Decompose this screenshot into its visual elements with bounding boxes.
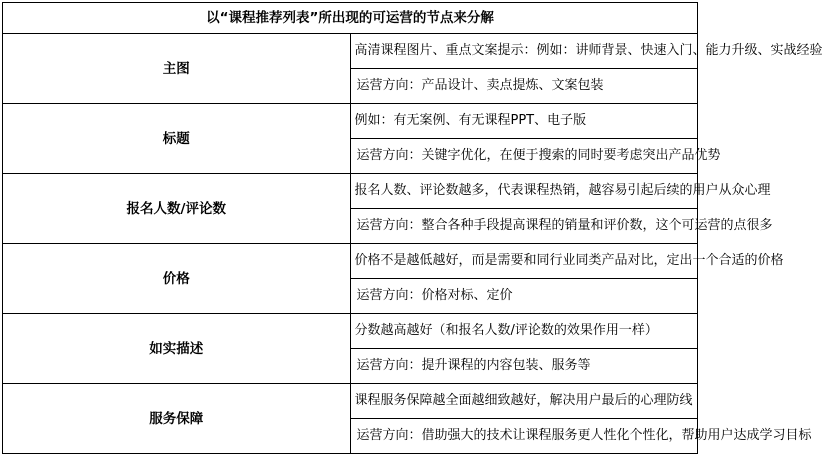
row-label-title: 标题 bbox=[3, 104, 351, 174]
breakdown-table bbox=[2, 2, 823, 454]
row-content-main-image: 高清课程图片、重点文案提示：例如：讲师背景、快速入门、能力升级、实战经验 bbox=[350, 34, 698, 69]
row-ops-service: 运营方向：借助强大的技术让课程服务更人性化个性化，帮助用户达成学习目标 bbox=[350, 419, 698, 454]
table-row-price bbox=[3, 244, 698, 279]
title-row bbox=[3, 3, 698, 34]
row-label-price: 价格 bbox=[3, 244, 351, 314]
row-label-enrollment: 报名人数/评论数 bbox=[3, 174, 351, 244]
row-content-service: 课程服务保障越全面越细致越好，解决用户最后的心理防线 bbox=[350, 384, 698, 419]
row-ops-enrollment: 运营方向：整合各种手段提高课程的销量和评价数，这个可运营的点很多 bbox=[350, 209, 698, 244]
row-content-title: 例如：有无案例、有无课程PPT、电子版 bbox=[350, 104, 698, 139]
row-ops-accuracy: 运营方向：提升课程的内容包装、服务等 bbox=[350, 349, 698, 384]
table-row-enrollment bbox=[3, 174, 698, 209]
row-label-service: 服务保障 bbox=[3, 384, 351, 454]
table-row-service bbox=[3, 384, 698, 419]
table-title: 以“课程推荐列表”所出现的可运营的节点来分解 bbox=[3, 3, 698, 34]
row-ops-title: 运营方向：关键字优化，在便于搜索的同时要考虑突出产品优势 bbox=[350, 139, 698, 174]
table-row-accuracy bbox=[3, 314, 698, 349]
row-content-price: 价格不是越低越好，而是需要和同行业同类产品对比，定出一个合适的价格 bbox=[350, 244, 698, 279]
table-row-title bbox=[3, 104, 698, 139]
row-content-enrollment: 报名人数、评论数越多，代表课程热销，越容易引起后续的用户从众心理 bbox=[350, 174, 698, 209]
row-ops-main-image: 运营方向：产品设计、卖点提炼、文案包装 bbox=[350, 69, 698, 104]
row-content-accuracy: 分数越高越好（和报名人数/评论数的效果作用一样） bbox=[350, 314, 698, 349]
row-label-main-image: 主图 bbox=[3, 34, 351, 104]
row-ops-price: 运营方向：价格对标、定价 bbox=[350, 279, 698, 314]
row-label-accuracy: 如实描述 bbox=[3, 314, 351, 384]
table-row-main-image bbox=[3, 34, 698, 69]
